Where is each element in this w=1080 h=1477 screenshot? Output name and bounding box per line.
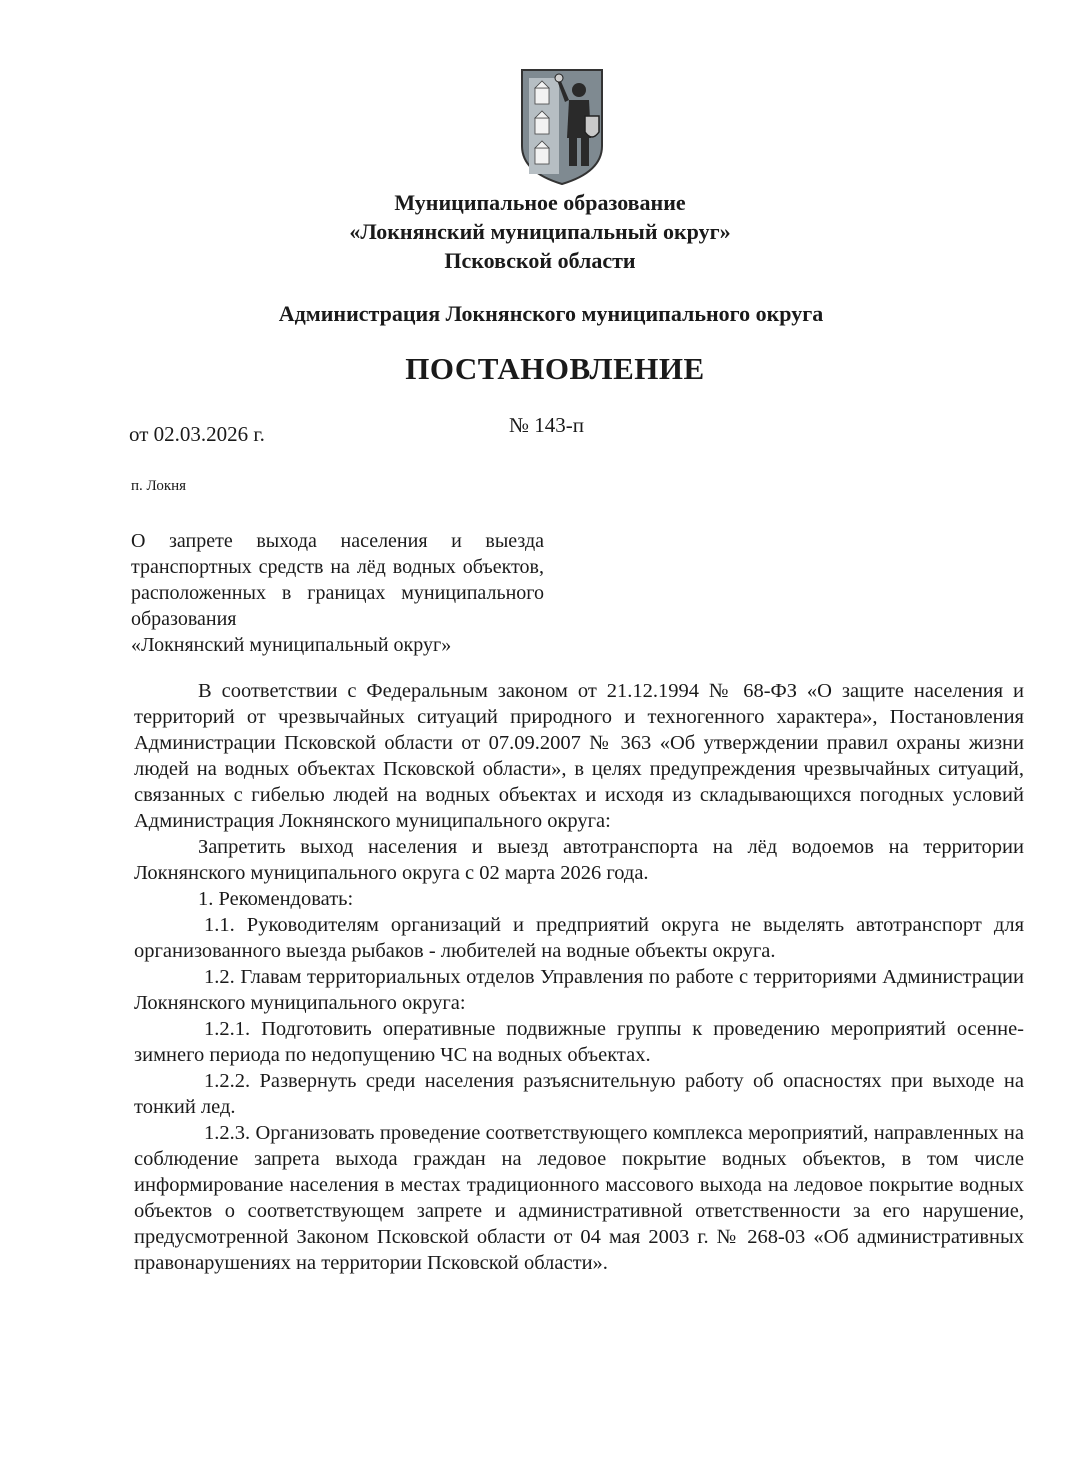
municipality-header [0,188,1080,275]
paragraph-1-2-1: 1.2.1. Подготовить оперативные подвижные группы к проведению мероприятий осенне-зимнего периода по недопущению ЧС на водных объектах. [134,1018,1024,1066]
paragraph-1-2-3: 1.2.3. Организовать проведение соответствующего комплекса мероприятий, направленных на соблюдение запрета выхода граждан на ледовое покрытие водных объектов, в том числе информирование населения в местах традиционного массового выхода на ледовое покрытие водных объектов о соответствующем запрете и административной ответственности за его нарушение, предусмотренной Законом Псковской области от 04 мая 2003 г. № 268-03 «Об административных правонарушениях на территории Псковской области». [134,1122,1024,1274]
document-body [134,678,1024,1276]
document-number: № 143-п [509,413,585,437]
paragraph-1-2-2: 1.2.2. Развернуть среди населения разъяснительную работу об опасностях при выходе на тонкий лед. [134,1070,1024,1118]
coat-of-arms-icon [519,68,605,186]
paragraph-1-2: 1.2. Главам территориальных отделов Управления по работе с территориями Администрации Локнянского муниципального округа: [134,966,1024,1014]
subject-text: О запрете выхода населения и выезда транспортных средств на лёд водных объектов, расположенных в границах муниципального образования [131,530,544,630]
paragraph-preamble: В соответствии с Федеральным законом от 21.12.1994 № 68-ФЗ «О защите населения и территорий от чрезвычайных ситуаций природного и техногенного характера», Постановления Администрации Псковской области от 07.09.2007 № 363 «Об утверждении правил охраны жизни людей на водных объектах Псковской области», в целях предупреждения чрезвычайных ситуаций, связанных с гибелью людей на водных объектах и исходя из складывающихся погодных условий Администрация Локнянского муниципального округа: [134,680,1024,832]
paragraph-1-1: 1.1. Руководителям организаций и предприятий округа не выделять автотранспорт для организованного выезда рыбаков - любителей на водные объекты округа. [134,914,1024,962]
document-type-title: ПОСТАНОВЛЕНИЕ [405,351,705,386]
header-line-2: «Локнянский муниципальный округ» [349,219,731,244]
paragraph-prohibition: Запретить выход населения и выезд автотранспорта на лёд водоемов на территории Локнянского муниципального округа с 02 марта 2026 года. [134,836,1024,884]
paragraph-1: 1. Рекомендовать: [198,888,354,910]
document-date: от 02.03.2026 г. [129,422,265,446]
document-subject [131,528,544,658]
document-place: п. Локня [131,478,187,494]
header-line-3: Псковской области [444,248,636,273]
subject-last-line: «Локнянский муниципальный округ» [131,634,452,656]
header-line-1: Муниципальное образование [394,190,686,215]
administration-title: Администрация Локнянского муниципального округа [278,301,824,326]
